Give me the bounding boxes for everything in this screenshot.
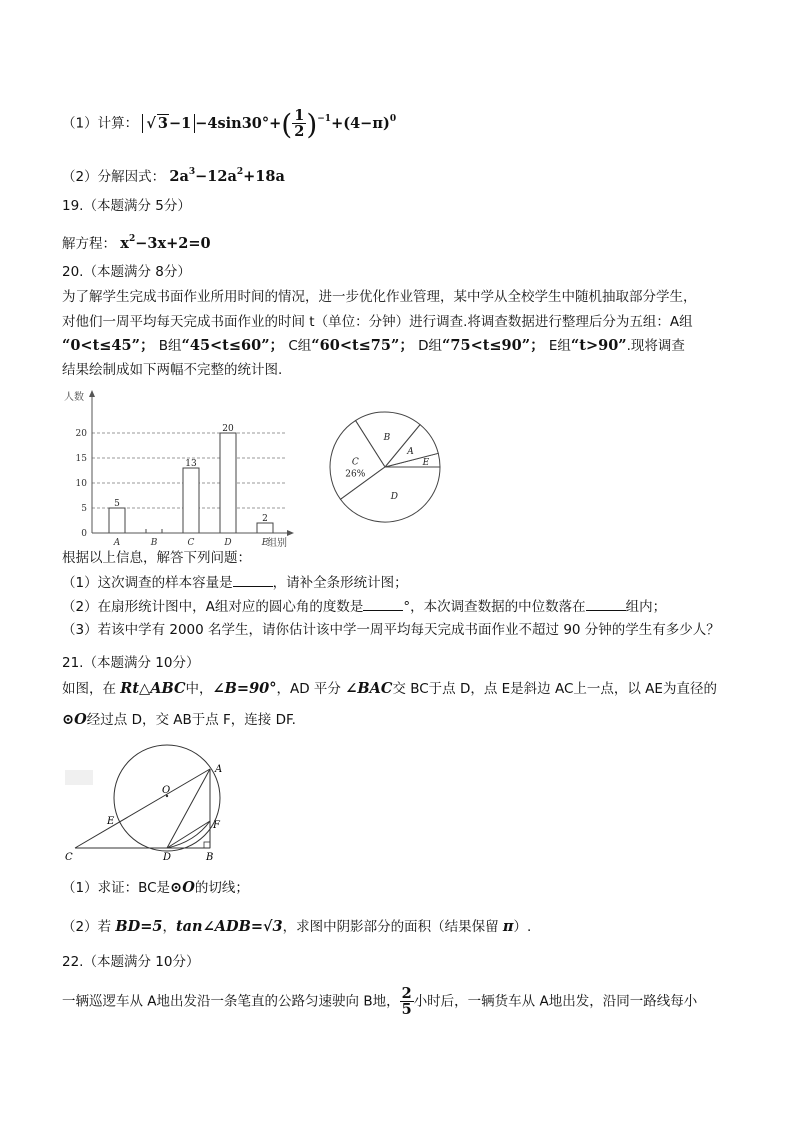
group-c-prefix: C组 xyxy=(288,338,312,354)
q20-para-line4: 结果绘制成如下两幅不完整的统计图. xyxy=(62,362,283,378)
line1-c: ，AD 平分 xyxy=(276,681,346,697)
term-3: +18a xyxy=(243,168,285,185)
y-tick-label: 15 xyxy=(75,454,87,464)
group-d-prefix: D组 xyxy=(418,338,443,354)
label-a: A xyxy=(215,764,223,775)
line1-d: 交 BC于点 D，点 E是斜边 AC上一点，以 AE为直径的 xyxy=(392,681,717,697)
bar-chart xyxy=(62,388,302,548)
data-label-A: 5 xyxy=(114,499,120,509)
eq-x: x xyxy=(120,235,129,252)
q20-para-line3 xyxy=(62,336,685,356)
q21-header: 21.（本题满分 10分） xyxy=(62,655,200,671)
eq-rest: −3x+2=0 xyxy=(135,235,211,252)
line1-a: 一辆巡逻车从 A地出发沿一条笔直的公路匀速驶向 B地， xyxy=(62,993,400,1010)
para-line3-tail: .现将调查 xyxy=(626,338,685,354)
sub2-a: （2）若 xyxy=(62,919,116,935)
sub2-text-b: °，本次调查数据的中位数落在 xyxy=(403,599,586,615)
circle-o: ⊙O xyxy=(62,711,87,728)
q19-equation-line xyxy=(62,229,211,254)
pie-label-E: E xyxy=(422,457,430,468)
pie-label-B: B xyxy=(383,432,391,443)
two-fifths-fraction xyxy=(400,986,414,1017)
right-paren: ) xyxy=(306,107,318,141)
group-b-range: “45<t≤60”； xyxy=(181,337,285,354)
y-tick-label: 20 xyxy=(75,429,87,439)
pie-label-D: D xyxy=(390,491,398,502)
sub2-text-a: （2）在扇形统计图中，A组对应的圆心角的度数是 xyxy=(62,599,364,615)
sin-term: −4sin30°+ xyxy=(195,114,282,132)
pie-label-C: C xyxy=(351,457,359,468)
x-tick-label-A: A xyxy=(113,538,121,548)
minus-one: −1 xyxy=(169,114,192,132)
blur-patch xyxy=(65,770,93,785)
term-2: −12a xyxy=(195,168,237,185)
x-tick-label-E: E xyxy=(261,538,269,548)
sub1-text-b: ，请补全条形统计图； xyxy=(272,575,408,591)
segment-df xyxy=(167,821,210,848)
q20-para-line2: 对他们一周平均每天完成书面作业的时间 t（单位：分钟）进行调查.将调查数据进行整理后分为五组：A组 xyxy=(62,314,693,330)
absolute-value: √ 3−1 xyxy=(142,114,195,133)
q21-line2 xyxy=(62,710,296,730)
y-tick-label: 10 xyxy=(75,479,87,489)
bar-D xyxy=(220,433,236,533)
tan-equation: tan∠ADB=√3 xyxy=(175,918,283,935)
q22-line1 xyxy=(62,986,697,1017)
circle-o: ⊙O xyxy=(170,879,195,896)
group-d-range: “75<t≤90”； xyxy=(442,337,545,354)
q21-sub1 xyxy=(62,878,249,898)
answer-blank[interactable] xyxy=(363,596,403,611)
x-axis-label: 组别 xyxy=(267,538,287,548)
pie-label-A: A xyxy=(407,446,414,457)
bar-A xyxy=(109,508,125,533)
sub2-b: ， xyxy=(162,919,176,935)
group-b-prefix: B组 xyxy=(158,338,182,354)
geometry-figure xyxy=(60,740,240,870)
group-c-range: “60<t≤75”； xyxy=(311,337,414,354)
x-axis-arrow-icon xyxy=(287,530,294,536)
q20-after-intro: 根据以上信息，解答下列问题： xyxy=(62,550,251,566)
y-tick-label: 0 xyxy=(81,529,87,539)
bd-equation: BD=5 xyxy=(115,918,163,935)
fraction-denominator: 5 xyxy=(401,1001,412,1018)
q19-header: 19.（本题满分 5分） xyxy=(62,198,191,214)
left-paren: ( xyxy=(281,107,293,141)
q18-part1 xyxy=(62,108,396,139)
line1-a: 如图，在 xyxy=(62,681,121,697)
q20-para-line1: 为了解学生完成书面作业所用时间的情况，进一步优化作业管理，某中学从全校学生中随机抽取部分学生， xyxy=(62,289,697,305)
label-e: E xyxy=(107,816,115,827)
segment-ca xyxy=(75,769,210,848)
pie-percent-C: 26% xyxy=(345,469,366,480)
answer-blank[interactable] xyxy=(586,596,626,611)
fraction-numerator: 2 xyxy=(401,985,412,1002)
x-tick-label-D: D xyxy=(224,538,232,548)
q20-header: 20.（本题满分 8分） xyxy=(62,264,191,280)
fraction-numerator: 1 xyxy=(294,107,305,124)
sub2-c: ，求图中阴影部分的面积（结果保留 xyxy=(282,919,503,935)
data-label-D: 20 xyxy=(222,424,234,434)
y-tick-label: 5 xyxy=(81,504,87,514)
q18-part1-expression xyxy=(142,107,397,141)
x-tick-label-C: C xyxy=(187,538,195,548)
q18-part2-expression xyxy=(169,168,284,185)
eq-exponent: 2 xyxy=(128,234,136,244)
data-label-C: 13 xyxy=(185,459,197,469)
line1-b: 小时后，一辆货车从 A地出发，沿同一路线每小 xyxy=(413,993,698,1010)
half-fraction xyxy=(292,108,306,139)
rt-triangle: Rt△ABC xyxy=(120,680,186,697)
exponent-1: 3 xyxy=(188,167,196,177)
label-f: F xyxy=(213,820,220,831)
sqrt-radicand: 3 xyxy=(157,114,169,132)
label-b: B xyxy=(206,852,214,863)
right-angle-mark xyxy=(204,842,210,848)
pie-chart xyxy=(320,405,450,535)
x-tick-label-B: B xyxy=(150,538,158,548)
group-e-prefix: E组 xyxy=(548,338,571,354)
term-1: 2a xyxy=(169,168,189,185)
q18-part1-label: （1）计算： xyxy=(62,115,139,132)
sub1-b: 的切线； xyxy=(194,880,249,896)
answer-blank[interactable] xyxy=(233,572,273,587)
q18-part2 xyxy=(62,162,285,187)
y-axis-label: 人数 xyxy=(64,392,84,403)
label-d: D xyxy=(163,852,172,863)
bar-C xyxy=(183,468,199,533)
bar-E xyxy=(257,523,273,533)
y-axis-arrow-icon xyxy=(89,390,95,397)
q21-line1 xyxy=(62,679,717,699)
pi-term: +(4−π) xyxy=(331,114,390,132)
pi-symbol: π xyxy=(502,918,514,935)
group-e-range: “t>90” xyxy=(570,337,627,354)
sub2-text-c: 组内； xyxy=(625,599,667,615)
label-o: O xyxy=(162,785,171,796)
exponent-2: 2 xyxy=(236,167,244,177)
sub1-text-a: （1）这次调查的样本容量是 xyxy=(62,575,233,591)
q18-part2-label: （2）分解因式： xyxy=(62,169,166,185)
group-a-range: “0<t≤45”； xyxy=(62,337,155,354)
q20-sub2 xyxy=(62,596,666,617)
q19-equation xyxy=(120,235,210,252)
q22-header: 22.（本题满分 10分） xyxy=(62,954,200,970)
angle-bac: ∠BAC xyxy=(345,680,393,697)
line2-rest: 经过点 D，交 AB于点 F，连接 DF. xyxy=(86,712,296,728)
label-c: C xyxy=(65,852,73,863)
angle-b: ∠B=90° xyxy=(212,680,277,697)
q19-prompt: 解方程： xyxy=(62,236,116,252)
circle-o-shape xyxy=(114,745,223,851)
line1-b: 中， xyxy=(185,681,213,697)
exponent-zero: 0 xyxy=(389,113,397,124)
q20-sub1 xyxy=(62,572,408,593)
q20-sub3: （3）若该中学有 2000 名学生，请你估计该中学一周平均每天完成书面作业不超过 90 分钟的学生有多少人？ xyxy=(62,622,720,638)
exponent-neg-one: −1 xyxy=(317,113,332,124)
sub2-d: ）. xyxy=(513,919,532,935)
fraction-denominator: 2 xyxy=(294,123,305,140)
data-label-E: 2 xyxy=(262,514,268,524)
q21-sub2 xyxy=(62,917,531,937)
sub1-a: （1）求证：BC是 xyxy=(62,880,171,896)
